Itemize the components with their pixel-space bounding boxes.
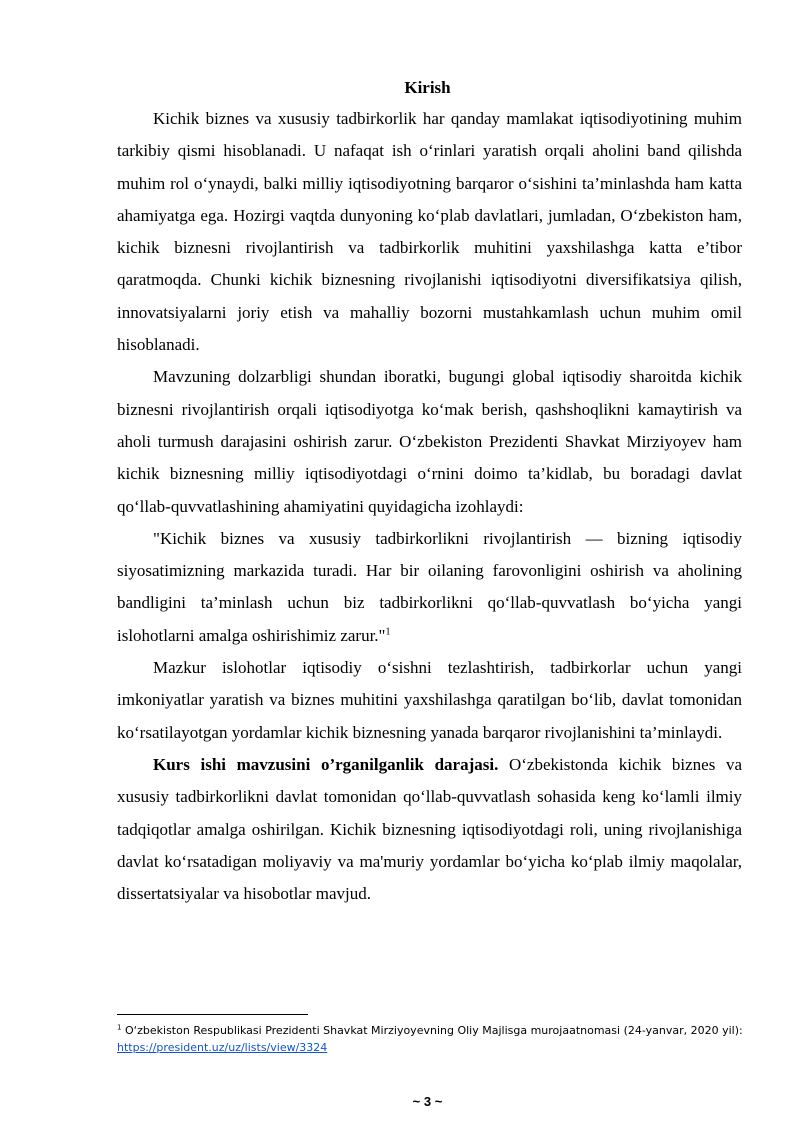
footnote-text: O‘zbekiston Respublikasi Prezidenti Shavkat Mirziyoyevning Oliy Majlisga murojaatnomasi (24-yanvar, 2020 yil):	[121, 1024, 743, 1037]
section-heading: Kirish	[404, 78, 451, 97]
paragraph-study-level-text: O‘zbekistonda kichik biznes va xususiy tadbirkorlikni davlat tomonidan qo‘llab-quvvatlash sohasida keng ko‘lamli ilmiy tadqiqotlar amalga oshirilgan. Kichik biznesning iqtisodiyotdagi roli, uning rivojlanishiga davlat ko‘rsatadigan moliyaviy va ma'muriy yordamlar bo‘yicha ko‘plab ilmiy maqolalar, dissertatsiyalar va hisobotlar mavjud.	[117, 754, 743, 904]
quote-text: "Kichik biznes va xususiy tadbirkorlikni rivojlantirish — bizning iqtisodiy siyosatimizning markazida turadi. Har bir oilaning farovonligini oshirish va aholining bandligini ta’minlash uchun biz tadbirkorlikni qo‘llab-quvvatlash bo‘yicha yangi islohotlarni amalga oshirishimiz zarur."	[117, 528, 742, 645]
paragraph-reforms: Mazkur islohotlar iqtisodiy o‘sishni tezlashtirish, tadbirkorlar uchun yangi imkoniyatlar yaratish va biznes muhitini yaxshilashga qaratilgan bo‘lib, davlat tomonidan ko‘rsatilayotgan yordamlar kichik biznesning yanada barqaror rivojlanishini ta’minlaydi.	[117, 658, 742, 742]
footnote-separator	[117, 1014, 308, 1015]
footnote-number: 1	[117, 1023, 122, 1032]
paragraph-relevance: Mavzuning dolzarbligi shundan iboratki, bugungi global iqtisodiy sharoitda kichik biznesni rivojlantirish orqali iqtisodiyotga ko‘mak berish, qashshoqlikni kamaytirish va aholi turmush darajasini oshirish zarur. O‘zbekiston Prezidenti Shavkat Mirziyoyev ham kichik biznesning milliy iqtisodiyotdagi o‘rnini doimo ta’kidlab, bu boradagi davlat qo‘llab-quvvatlashining ahamiyatini quyidagicha izohlaydi:	[117, 367, 742, 516]
page-number: ~ 3 ~	[412, 1094, 443, 1109]
footnote-reference[interactable]: 1	[385, 626, 391, 638]
paragraph-lead-bold: Kurs ishi mavzusini o’rganilganlik darajasi.	[153, 754, 499, 774]
paragraph-study-level	[117, 749, 742, 910]
body-text	[117, 103, 742, 910]
paragraph-introduction: Kichik biznes va xususiy tadbirkorlik har qanday mamlakat iqtisodiyotining muhim tarkibiy qismi hisoblanadi. U nafaqat ish o‘rinlari yaratish orqali aholini band qilishda muhim rol o‘ynaydi, balki milliy iqtisodiyotning barqaror o‘sishini ta’minlashda ham katta ahamiyatga ega. Hozirgi vaqtda dunyoning ko‘plab davlatlari, jumladan, O‘zbekiston ham, kichik biznesni rivojlantirish va tadbirkorlik muhitini yaxshilashga katta e’tibor qaratmoqda. Chunki kichik biznesning rivojlanishi iqtisodiyotni diversifikatsiya qilish, innovatsiyalarni joriy etish va mahalliy bozorni mustahkamlash uchun muhim omil hisoblanadi.	[117, 109, 742, 355]
footnote-link[interactable]: https://president.uz/uz/lists/view/3324	[117, 1041, 328, 1054]
paragraph-quote	[117, 523, 742, 652]
footnote	[117, 1022, 757, 1056]
